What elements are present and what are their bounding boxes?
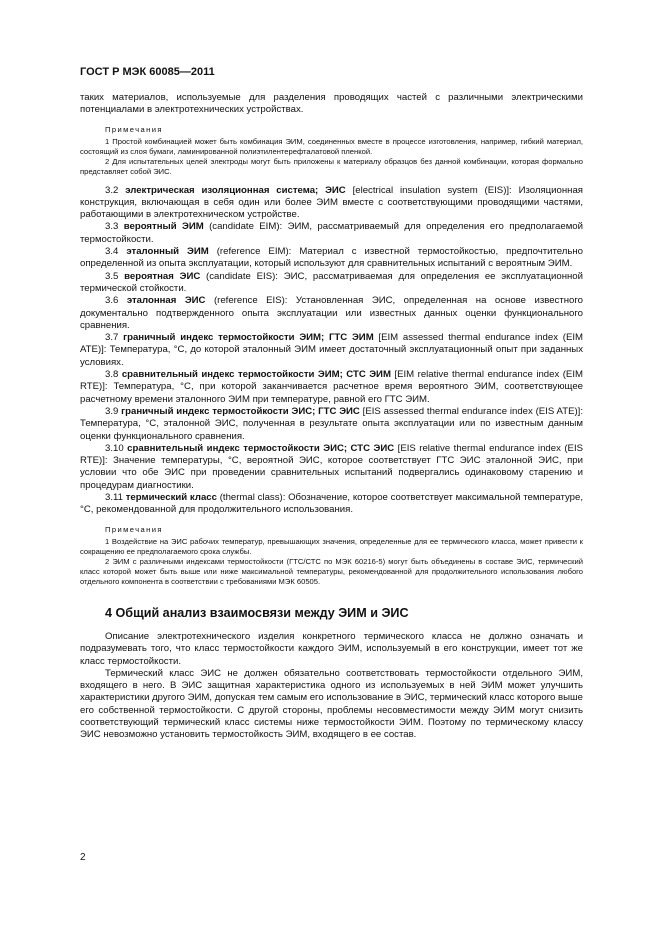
section-paragraph: Термический класс ЭИС не должен обязательно соответствовать термостойкости отдельного ЭИМ, входящего в него. В ЭИС защитная характеристика одного из используемых в ней ЭИМ может улучшить характеристики другого ЭИМ, допуская тем самым его использование в ЭИС, термический класс которого выше его собственной термостойкости. С другой стороны, проблемы несовместимости между ЭИМ могут снизить соответствующий термический класс системы ниже термостойкости ЭИМ. Поэтому по термическому классу ЭИС невозможно установить термостойкость ЭИМ, входящего в ее состав.: [80, 667, 584, 741]
page-number: 2: [80, 852, 86, 863]
notes-heading: Примечания: [105, 524, 163, 534]
definition-3-7: 3.7 граничный индекс термостойкости ЭИМ; ГТС ЭИМ [EIM assessed thermal endurance index (EIM ATE)]: Температура, °С, до которой эталонный ЭИМ имеет достаточный эксплуатационный опыт при заданных условиях.: [80, 332, 583, 368]
definition-3-8: 3.8 сравнительный индекс термостойкости ЭИМ; СТС ЭИМ [EIM relative thermal endurance index (EIM RTE)]: Температура, °С, при которой заканчивается расчетное время вероятного ЭИМ, соответствующее расчетному времени эталонного ЭИМ при температуре, равной его ГТС ЭИМ.: [80, 369, 583, 405]
document-header: ГОСТ Р МЭК 60085—2011: [80, 66, 215, 78]
notes-heading: Примечания: [105, 124, 163, 134]
definition-3-4: 3.4 эталонный ЭИМ (reference EIM): Материал с известной термостойкостью, предпочтительно определенной из опыта эксплуатации, который используют для сравнительных испытаний с вероятным ЭИМ.: [80, 246, 583, 270]
section-paragraph: Описание электротехнического изделия конкретного термического класса не должно означать и подразумевать того, что класс термостойкости каждого ЭИМ, используемый в его конструкции, имеет тот же класс термостойкости.: [80, 630, 583, 667]
note-item: 2 ЭИМ с различными индексами термостойкости (ГТС/СТС по МЭК 60216-5) могут быть объединены в составе ЭИС, термический класс которой может быть выше или ниже максимальной температуры, рекомендованной для продолжительного использования любого отдельного компонента в соответствии с требованиями МЭК 60505.: [80, 556, 583, 586]
note-item: 1 Воздействие на ЭИС рабочих температур, превышающих значения, определенные для ее термического класса, может привести к сокращению ее предполагаемого срока службы.: [80, 536, 583, 556]
section-heading: 4 Общий анализ взаимосвязи между ЭИМ и ЭИС: [105, 605, 409, 620]
definition-3-6: 3.6 эталонная ЭИС (reference EIS): Установленная ЭИС, определенная на основе известного документально подтвержденного опыта эксплуатации или известных данных оценки функционального сравнения.: [80, 295, 583, 331]
note-item: 1 Простой комбинацией может быть комбинация ЭИМ, соединенных вместе в процессе изготовления, например, гибкий материал, состоящий из слоя бумаги, ламинированной полиэтилентерефталатовой пленкой.: [80, 136, 583, 156]
intro-paragraph: таких материалов, используемые для разделения проводящих частей с различными электрическими потенциалами в электротехнических устройствах.: [80, 92, 583, 116]
definition-3-2: 3.2 электрическая изоляционная система; ЭИС [electrical insulation system (EIS)]: Изоляционная конструкция, включающая в себя один или более ЭИМ вместе с соответствующими проводящими частями, работающими в электротехническом устройстве.: [80, 184, 583, 221]
definition-3-10: 3.10 сравнительный индекс термостойкости ЭИС; СТС ЭИС [EIS relative thermal endurance index (EIS RTE)]: Значение температуры, °С, вероятной ЭИС, которое соответствует ГТС ЭИС эталонной ЭИС, при условии что обе ЭИС при проведении сравнительных испытаний подвергались одинаковому старению и процедурам диагностики.: [80, 442, 584, 491]
definition-3-5: 3.5 вероятная ЭИС (candidate EIS): ЭИС, рассматриваемая для определения ее эксплуатационной термической стойкости.: [80, 270, 583, 294]
definition-3-9: 3.9 граничный индекс термостойкости ЭИС; ГТС ЭИС [EIS assessed thermal endurance index (EIS ATE)]: Температура, °С, эталонной ЭИС, полученная в результате опыта эксплуатации или по известным данным оценки функционального сравнения.: [80, 405, 583, 442]
note-item: 2 Для испытательных целей электроды могут быть приложены к материалу образцов без данной комбинации, которая формально представляет собой ЭИС.: [80, 156, 583, 176]
document-body: [80, 92, 583, 742]
definition-3-3: 3.3 вероятный ЭИМ (candidate EIM): ЭИМ, рассматриваемый для определения его предполагаемой термостойкости.: [80, 221, 584, 245]
definition-3-11: 3.11 термический класс (thermal class): Обозначение, которое соответствует максимальной температуре, °С, рекомендованной для продолжительного использования.: [80, 492, 583, 516]
